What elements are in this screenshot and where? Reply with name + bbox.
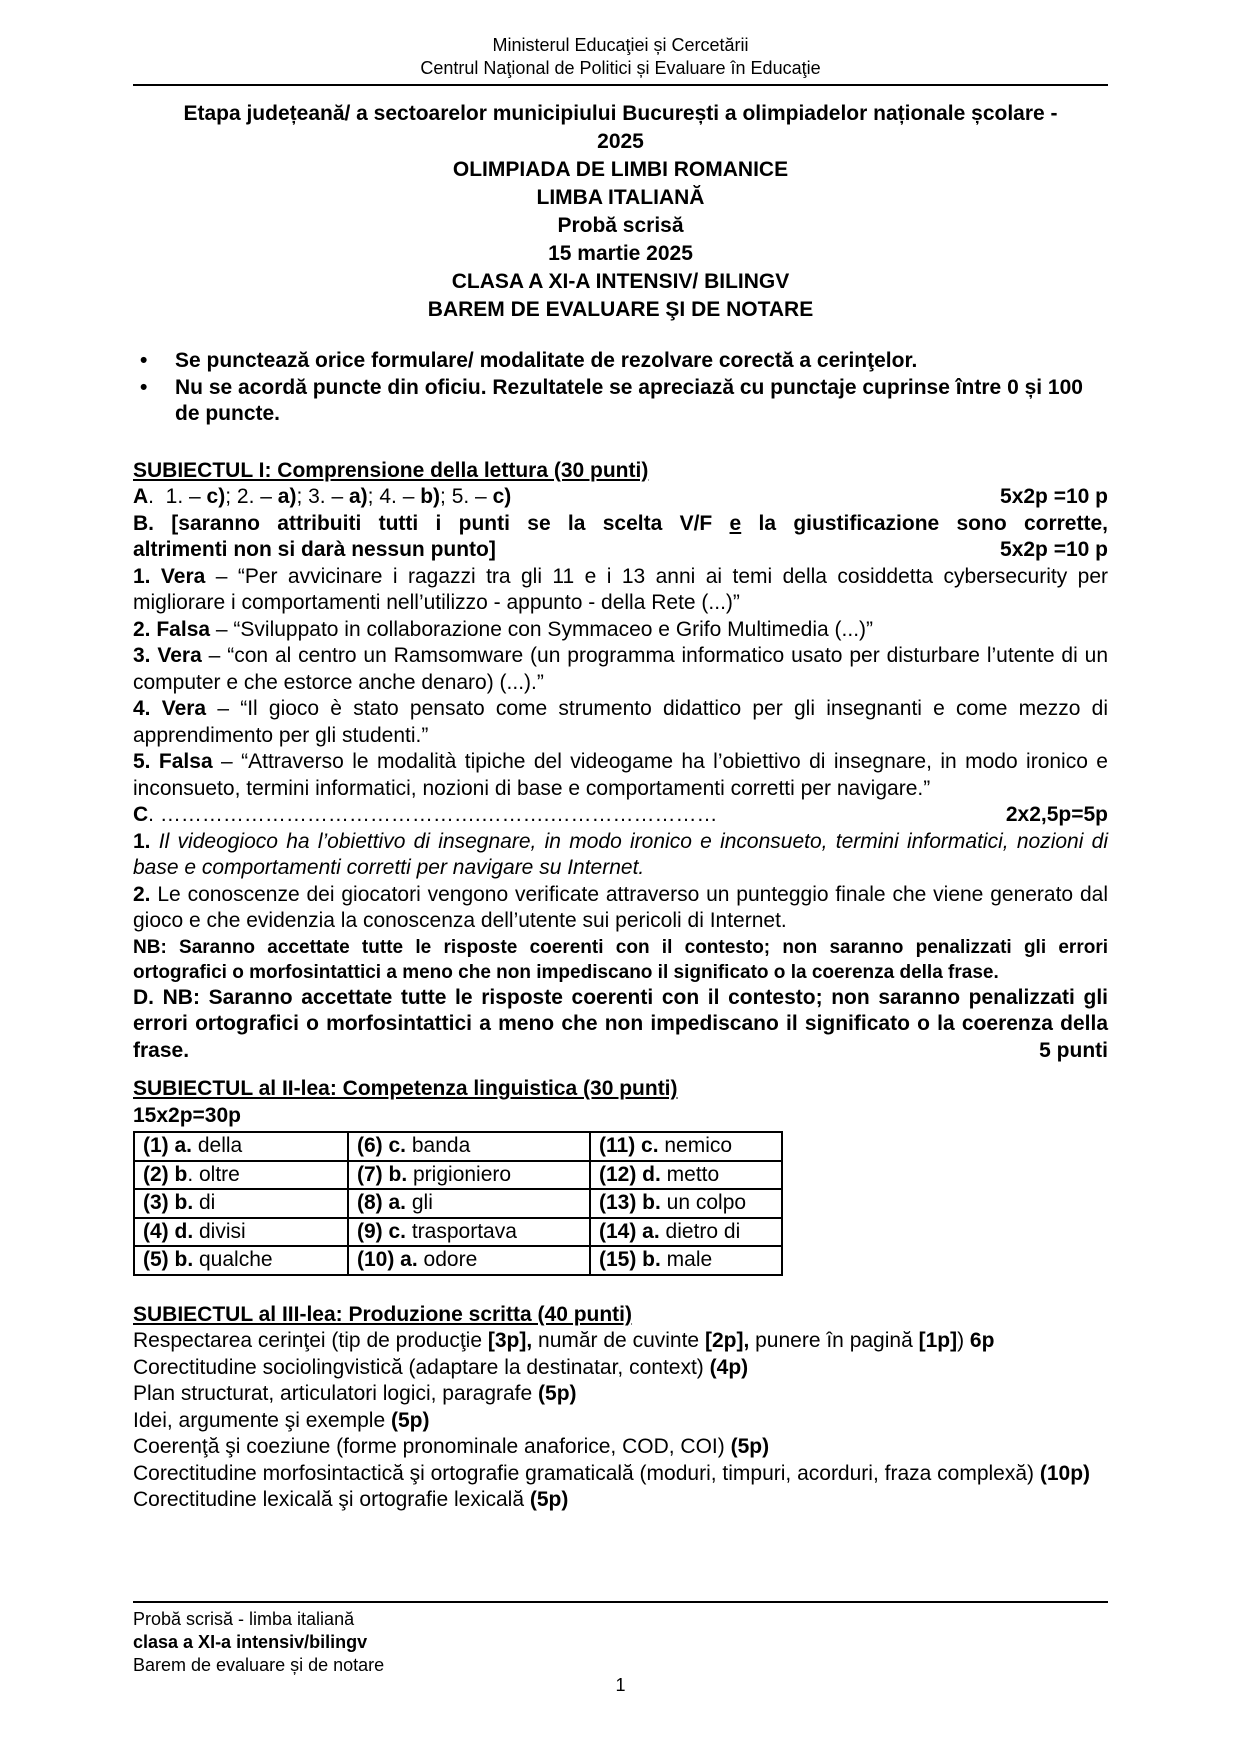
subject1-b-item-4: 4. Vera – “Il gioco è stato pensato come strumento didattico per gli insegnanti e come mezzo di apprendimento per gli studenti.”: [133, 697, 1108, 747]
table-cell-1: (1) a. della: [134, 1132, 348, 1161]
table-cell-11: (11) c. nemico: [590, 1132, 782, 1161]
subject1-b-item-1: 1. Vera – “Per avvicinare i ragazzi tra gli 11 e i 13 anni ai temi della cosiddetta cybersecurity per migliorare i comportamenti nell’utilizzo - appunto - della Rete (...)”: [133, 564, 1108, 614]
subject1-c-answer-1: 1. Il videogioco ha l’obiettivo di insegnare, in modo ironico e inconsueto, termini informatici, nozioni di base e comportamenti corretti per navigare su Internet.: [133, 829, 1108, 879]
header-line-ministry: Ministerul Educaţiei și Cercetării: [492, 35, 749, 55]
bullet-icon: •: [140, 375, 148, 399]
table-cell-12: (12) d. metto: [590, 1161, 782, 1190]
title-line-test-type: Probă scrisă: [557, 214, 684, 237]
table-row: [134, 1189, 782, 1218]
table-cell-5: (5) b. qualche: [134, 1246, 348, 1275]
subject2-heading: SUBIECTUL al II-lea: Competenza linguistica (30 punti): [133, 1077, 678, 1100]
table-cell-15: (15) b. male: [590, 1246, 782, 1275]
table-cell-10: (10) a. odore: [348, 1246, 590, 1275]
table-cell-8: (8) a. gli: [348, 1189, 590, 1218]
footer-barem: Barem de evaluare și de notare: [133, 1655, 385, 1675]
table-cell-4: (4) d. divisi: [134, 1218, 348, 1247]
subject2-answer-table: [133, 1131, 783, 1276]
subject1-a-points: 5x2p =10 p: [1000, 485, 1108, 508]
subject1-heading: SUBIECTUL I: Comprensione della lettura (30 punti): [133, 458, 649, 482]
subject1-b-note-continuation: altrimenti non si darà nessun punto]: [133, 538, 496, 561]
subject2-section: [133, 1076, 1108, 1276]
footer-class: clasa a XI-a intensiv/bilingv: [133, 1632, 368, 1652]
subject1-section: [133, 458, 1108, 1065]
subject3-heading: SUBIECTUL al III-lea: Produzione scritta (40 punti): [133, 1302, 633, 1326]
subject1-b-item-3: 3. Vera – “con al centro un Ramsomware (un programma informatico usato per disturbare l’utente di un computer e che estorce anche denaro) (...).”: [133, 644, 1109, 694]
subject3-criterion-5: Coerenţă şi coeziune (forme pronominale anaforice, COD, COI) (5p): [133, 1435, 770, 1458]
header-line-center: Centrul Naţional de Politici și Evaluare în Educaţie: [420, 58, 821, 78]
table-cell-2: (2) b. oltre: [134, 1161, 348, 1190]
title-line-language: LIMBA ITALIANĂ: [536, 186, 705, 209]
subject1-c-points: 2x2,5p=5p: [1005, 803, 1108, 826]
title-line-stage: Etapa județeană/ a sectoarelor municipiului București a olimpiadelor naționale școlare -: [183, 102, 1058, 125]
subject1-b-note-line2: [133, 537, 1108, 564]
subject1-answer-a-line: [133, 484, 1108, 511]
subject1-c-answer-2: 2. Le conoscenze dei giocatori vengono verificate attraverso un punteggio finale che viene generato dal gioco e che evidenzia la conoscenza dell’utente sui pericoli di Internet.: [133, 882, 1108, 932]
title-line-date: 15 martie 2025: [548, 242, 693, 265]
title-line-class: CLASA A XI-A INTENSIV/ BILINGV: [451, 270, 790, 293]
title-line-olympiad: OLIMPIADA DE LIMBI ROMANICE: [452, 158, 789, 181]
subject3-criterion-3: Plan structurat, articulatori logici, paragrafe (5p): [133, 1382, 577, 1405]
subject1-d-points: 5 punti: [1039, 1038, 1108, 1062]
subject3-criterion-7: Corectitudine lexicală şi ortografie lexicală (5p): [133, 1488, 569, 1511]
title-line-barem: BAREM DE EVALUARE ŞI DE NOTARE: [427, 298, 814, 321]
subject2-scoring-line: 15x2p=30p: [133, 1103, 241, 1127]
subject1-c-line: [133, 802, 1108, 829]
table-row: [134, 1132, 782, 1161]
table-row: [134, 1161, 782, 1190]
subject1-c-label: C. ……………………………………….……….……………………: [133, 803, 718, 826]
table-row: [134, 1218, 782, 1247]
subject1-b-item-2: 2. Falsa – “Sviluppato in collaborazione con Symmaceo e Grifo Multimedia (...)”: [133, 617, 874, 641]
table-cell-7: (7) b. prigioniero: [348, 1161, 590, 1190]
page-content: [133, 34, 1108, 1514]
subject3-criterion-4: Idei, argumente şi exemple (5p): [133, 1408, 430, 1432]
subject3-section: [133, 1302, 1108, 1514]
list-item: [133, 375, 1108, 428]
subject3-criterion-1: Respectarea cerinţei (tip de producţie [3p], număr de cuvinte [2p], punere în pagină [1p]) 6p: [133, 1329, 995, 1352]
ministry-header: [133, 34, 1108, 86]
subject1-nb-note: NB: Saranno accettate tutte le risposte coerenti con il contesto; non saranno penalizzati gli errori ortografici o morfosintattici a meno che non impediscano il significato o la coerenza della frase.: [133, 936, 1108, 983]
list-item: [133, 348, 1108, 375]
title-line-year: 2025: [597, 130, 644, 153]
title-block: [133, 100, 1108, 324]
footer-test-type: Probă scrisă - limba italiană: [133, 1609, 355, 1629]
subject3-criterion-2: Corectitudine sociolingvistică (adaptare la destinatar, context) (4p): [133, 1355, 749, 1379]
rule-text: Se punctează orice formulare/ modalitate de rezolvare corectă a cerinţelor.: [175, 349, 918, 372]
subject1-b-points: 5x2p =10 p: [1000, 538, 1108, 561]
bullet-icon: •: [140, 349, 148, 372]
table-cell-6: (6) c. banda: [348, 1132, 590, 1161]
subject1-d-note: [133, 985, 1108, 1065]
table-cell-3: (3) b. di: [134, 1189, 348, 1218]
table-cell-9: (9) c. trasportava: [348, 1218, 590, 1247]
subject1-b-note-line1: B. [saranno attribuiti tutti i punti se la scelta V/F e la giustificazione sono corrette,: [133, 511, 1108, 535]
page-number: 1: [615, 1675, 626, 1695]
subject1-d-text: D. NB: Saranno accettate tutte le risposte coerenti con il contesto; non saranno penalizzati gli errori ortografici o morfosintattici a meno che non impediscano il significato o la coerenza della frase.: [133, 985, 1108, 1062]
subject1-b-item-5: 5. Falsa – “Attraverso le modalità tipiche del videogame ha l’obiettivo di insegnare, in modo ironico e inconsueto, termini informatici, nozioni di base e comportamenti corretti per navigare.”: [133, 750, 1108, 800]
general-rules-list: [133, 348, 1108, 428]
table-row: [134, 1246, 782, 1275]
table-cell-13: (13) b. un colpo: [590, 1189, 782, 1218]
table-cell-14: (14) a. dietro di: [590, 1218, 782, 1247]
rule-text: Nu se acordă puncte din oficiu. Rezultatele se apreciază cu punctaje cuprinse între 0 și 100 de puncte.: [175, 375, 1083, 425]
subject1-answer-a: A. 1. – c); 2. – a); 3. – a); 4. – b); 5. – c): [133, 485, 512, 508]
subject3-criterion-6: Corectitudine morfosintactică şi ortografie gramaticală (moduri, timpuri, acorduri, fraza complexă) (10p): [133, 1461, 1091, 1485]
page-footer: [133, 1601, 1108, 1677]
